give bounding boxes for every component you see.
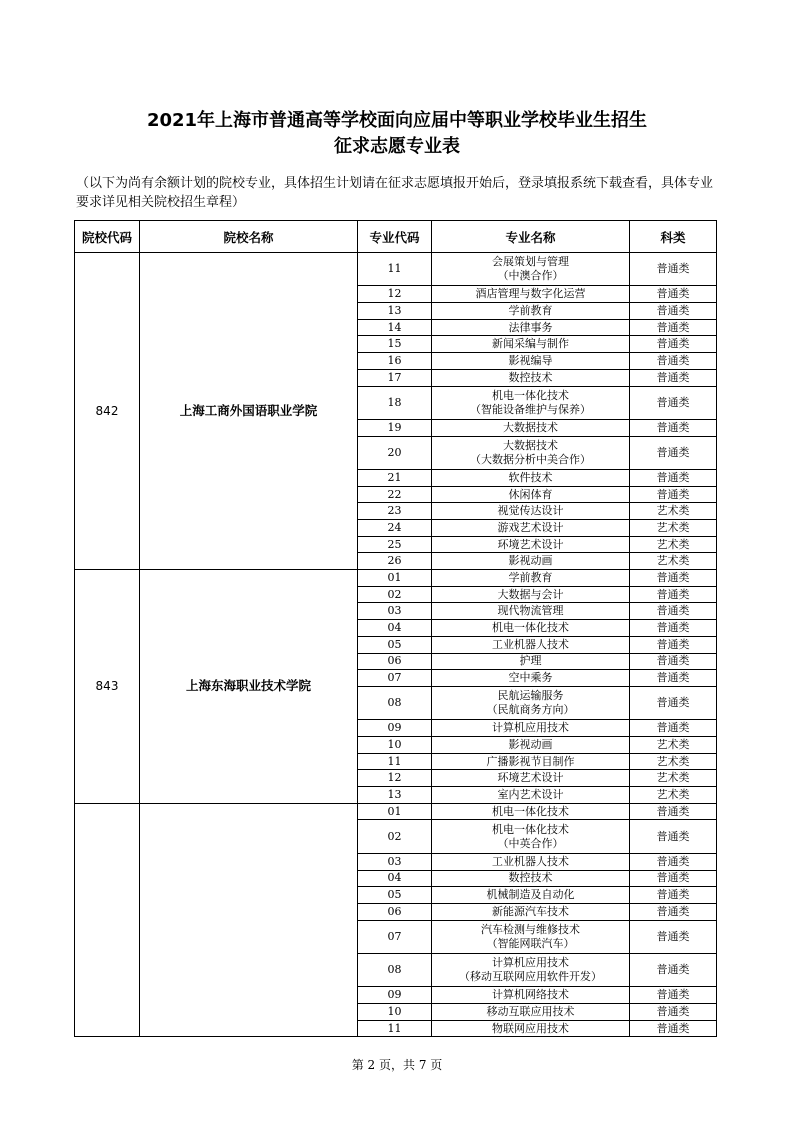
header-school-code: 院校代码: [75, 221, 140, 253]
category-cell: 普通类: [630, 386, 717, 419]
major-code-cell: 04: [358, 870, 432, 887]
major-name-cell: [432, 353, 630, 370]
major-name-cell: [432, 586, 630, 603]
page-footer: 第 2 页，共 7 页: [351, 1058, 443, 1072]
category-cell: 艺术类: [630, 753, 717, 770]
header-major-code: 专业代码: [358, 221, 432, 253]
major-name: 计算机网络技术: [492, 988, 569, 1002]
major-name: 数控技术: [508, 370, 553, 384]
major-code-cell: 08: [358, 686, 432, 719]
major-name-note: （智能网联汽车）: [486, 936, 575, 950]
major-name: 计算机应用技术: [492, 721, 569, 735]
major-code-cell: 03: [358, 603, 432, 620]
major-code-cell: 15: [358, 336, 432, 353]
major-code-cell: 11: [358, 1020, 432, 1037]
major-name: 机电一体化技术: [492, 804, 569, 818]
major-name: 会展策划与管理: [492, 255, 569, 269]
major-name: 酒店管理与数字化运营: [475, 287, 586, 301]
major-name-note: （大数据分析中美合作）: [470, 452, 591, 466]
major-name: 环境艺术设计: [497, 537, 564, 551]
category-cell: 普通类: [630, 419, 717, 436]
major-name-cell: [432, 570, 630, 587]
major-name: 大数据技术: [503, 420, 558, 434]
category-cell: 普通类: [630, 586, 717, 603]
major-name: 室内艺术设计: [497, 787, 564, 801]
major-code-cell: 21: [358, 469, 432, 486]
category-cell: 普通类: [630, 1004, 717, 1021]
major-code-cell: 11: [358, 753, 432, 770]
major-name-cell: [432, 336, 630, 353]
major-code-cell: 25: [358, 536, 432, 553]
category-cell: 普通类: [630, 670, 717, 687]
category-cell: 普通类: [630, 1020, 717, 1037]
major-name: 物联网应用技术: [492, 1021, 569, 1035]
major-name-note: （移动互联网应用软件开发）: [459, 970, 602, 984]
major-code-cell: 01: [358, 570, 432, 587]
category-cell: 普通类: [630, 653, 717, 670]
school-name-cell: [140, 803, 358, 1037]
school-code-cell: 842: [75, 253, 140, 570]
major-code-cell: 20: [358, 436, 432, 469]
major-code-cell: 14: [358, 319, 432, 336]
table-row: [75, 570, 717, 587]
major-name: 休闲体育: [508, 487, 553, 501]
major-name: 新能源汽车技术: [492, 904, 569, 918]
category-cell: 艺术类: [630, 536, 717, 553]
major-code-cell: 12: [358, 286, 432, 303]
category-cell: 艺术类: [630, 503, 717, 520]
major-name-note: （中澳合作）: [497, 269, 564, 283]
major-name-cell: [432, 820, 630, 853]
header-category: 科类: [630, 221, 717, 253]
school-code-cell: [75, 803, 140, 1037]
major-name-cell: [432, 787, 630, 804]
major-name-cell: [432, 553, 630, 570]
major-code-cell: 05: [358, 636, 432, 653]
category-cell: 普通类: [630, 636, 717, 653]
major-code-cell: 18: [358, 386, 432, 419]
category-cell: 普通类: [630, 369, 717, 386]
school-name-cell: 上海东海职业技术学院: [140, 570, 358, 804]
major-code-cell: 06: [358, 653, 432, 670]
major-name-cell: [432, 636, 630, 653]
major-code-cell: 09: [358, 987, 432, 1004]
major-code-cell: 07: [358, 670, 432, 687]
major-code-cell: 17: [358, 369, 432, 386]
table-header-row: [75, 221, 717, 253]
table-row: [75, 253, 717, 286]
school-code-cell: 843: [75, 570, 140, 804]
major-name-cell: [432, 520, 630, 537]
major-name: 影视动画: [508, 554, 553, 568]
major-name-cell: [432, 253, 630, 286]
major-name-cell: [432, 303, 630, 320]
major-name-cell: [432, 803, 630, 820]
major-name: 视觉传达设计: [497, 504, 564, 518]
category-cell: 普通类: [630, 469, 717, 486]
major-code-cell: 26: [358, 553, 432, 570]
page-title-line2: 征求志愿专业表: [334, 136, 460, 157]
category-cell: 普通类: [630, 820, 717, 853]
category-cell: 艺术类: [630, 770, 717, 787]
major-code-cell: 01: [358, 803, 432, 820]
school-name-cell: 上海工商外国语职业学院: [140, 253, 358, 570]
table-row: [75, 803, 717, 820]
category-cell: 普通类: [630, 853, 717, 870]
category-cell: 普通类: [630, 686, 717, 719]
major-name-cell: [432, 419, 630, 436]
major-code-cell: 07: [358, 920, 432, 953]
major-name: 影视动画: [508, 737, 553, 751]
major-name: 软件技术: [508, 470, 553, 484]
major-code-cell: 13: [358, 303, 432, 320]
major-name-cell: [432, 319, 630, 336]
major-name: 民航运输服务: [497, 689, 564, 703]
major-code-cell: 11: [358, 253, 432, 286]
major-name-cell: [432, 369, 630, 386]
category-cell: 普通类: [630, 486, 717, 503]
table-body: [75, 253, 717, 1037]
category-cell: 艺术类: [630, 520, 717, 537]
major-name-cell: [432, 870, 630, 887]
major-code-cell: 02: [358, 586, 432, 603]
major-name: 机电一体化技术: [492, 388, 569, 402]
major-name: 新闻采编与制作: [492, 337, 569, 351]
category-cell: 普通类: [630, 436, 717, 469]
category-cell: 艺术类: [630, 737, 717, 754]
major-name-cell: [432, 503, 630, 520]
category-cell: 普通类: [630, 336, 717, 353]
major-code-cell: 16: [358, 353, 432, 370]
major-name: 学前教育: [508, 570, 553, 584]
major-name: 游戏艺术设计: [497, 520, 564, 534]
major-name: 广播影视节目制作: [486, 754, 575, 768]
major-name: 计算机应用技术: [492, 956, 569, 970]
major-name: 汽车检测与维修技术: [481, 922, 580, 936]
major-name: 空中乘务: [508, 671, 553, 685]
category-cell: 普通类: [630, 903, 717, 920]
major-name: 机电一体化技术: [492, 822, 569, 836]
major-name-cell: [432, 536, 630, 553]
majors-table: [74, 220, 717, 1037]
major-code-cell: 05: [358, 887, 432, 904]
category-cell: 普通类: [630, 720, 717, 737]
major-name-cell: [432, 987, 630, 1004]
major-name: 护理: [519, 654, 542, 668]
category-cell: 普通类: [630, 303, 717, 320]
major-name-cell: [432, 286, 630, 303]
major-code-cell: 02: [358, 820, 432, 853]
major-name-cell: [432, 753, 630, 770]
major-code-cell: 19: [358, 419, 432, 436]
category-cell: 普通类: [630, 570, 717, 587]
major-name-cell: [432, 620, 630, 637]
category-cell: 普通类: [630, 286, 717, 303]
category-cell: 普通类: [630, 353, 717, 370]
major-name-cell: [432, 486, 630, 503]
major-code-cell: 22: [358, 486, 432, 503]
major-name-cell: [432, 737, 630, 754]
category-cell: 普通类: [630, 953, 717, 986]
header-major-name: 专业名称: [432, 221, 630, 253]
major-name-cell: [432, 436, 630, 469]
major-name-note: （中英合作）: [497, 836, 564, 850]
major-code-cell: 09: [358, 720, 432, 737]
major-name-cell: [432, 1004, 630, 1021]
major-code-cell: 13: [358, 787, 432, 804]
major-name: 法律事务: [508, 320, 553, 334]
major-name: 现代物流管理: [497, 604, 564, 618]
category-cell: 普通类: [630, 803, 717, 820]
major-name-cell: [432, 469, 630, 486]
major-code-cell: 23: [358, 503, 432, 520]
major-code-cell: 10: [358, 1004, 432, 1021]
major-name-cell: [432, 770, 630, 787]
major-code-cell: 03: [358, 853, 432, 870]
major-code-cell: 08: [358, 953, 432, 986]
major-name: 学前教育: [508, 303, 553, 317]
category-cell: 艺术类: [630, 553, 717, 570]
major-name-cell: [432, 686, 630, 719]
major-name-cell: [432, 853, 630, 870]
major-name-cell: [432, 603, 630, 620]
major-name-cell: [432, 903, 630, 920]
category-cell: 艺术类: [630, 787, 717, 804]
major-name-cell: [432, 386, 630, 419]
major-name-cell: [432, 953, 630, 986]
major-name-note: （智能设备维护与保养）: [470, 402, 591, 416]
note-text: （以下为尚有余额计划的院校专业，具体招生计划请在征求志愿填报开始后，登录填报系统下载查看，具体专业要求详见相关院校招生章程）: [76, 176, 714, 210]
major-name-cell: [432, 720, 630, 737]
major-name-note: （民航商务方向）: [486, 703, 575, 717]
category-cell: 普通类: [630, 987, 717, 1004]
major-name-cell: [432, 653, 630, 670]
major-name: 工业机器人技术: [492, 854, 569, 868]
category-cell: 普通类: [630, 920, 717, 953]
major-name-cell: [432, 887, 630, 904]
major-name-cell: [432, 670, 630, 687]
major-name: 移动互联应用技术: [486, 1004, 575, 1018]
category-cell: 普通类: [630, 887, 717, 904]
major-code-cell: 12: [358, 770, 432, 787]
major-name-cell: [432, 920, 630, 953]
category-cell: 普通类: [630, 319, 717, 336]
major-name: 环境艺术设计: [497, 771, 564, 785]
major-code-cell: 10: [358, 737, 432, 754]
major-name: 大数据与会计: [497, 587, 564, 601]
category-cell: 普通类: [630, 620, 717, 637]
major-name: 数控技术: [508, 871, 553, 885]
major-name: 大数据技术: [503, 438, 558, 452]
major-code-cell: 04: [358, 620, 432, 637]
header-school-name: 院校名称: [140, 221, 358, 253]
major-code-cell: 06: [358, 903, 432, 920]
major-name: 工业机器人技术: [492, 637, 569, 651]
category-cell: 普通类: [630, 603, 717, 620]
major-code-cell: 24: [358, 520, 432, 537]
major-name: 影视编导: [508, 353, 553, 367]
major-name: 机电一体化技术: [492, 621, 569, 635]
page-title-line1: 2021年上海市普通高等学校面向应届中等职业学校毕业生招生: [146, 110, 648, 131]
category-cell: 普通类: [630, 870, 717, 887]
major-name-cell: [432, 1020, 630, 1037]
category-cell: 普通类: [630, 253, 717, 286]
major-name: 机械制造及自动化: [486, 888, 575, 902]
